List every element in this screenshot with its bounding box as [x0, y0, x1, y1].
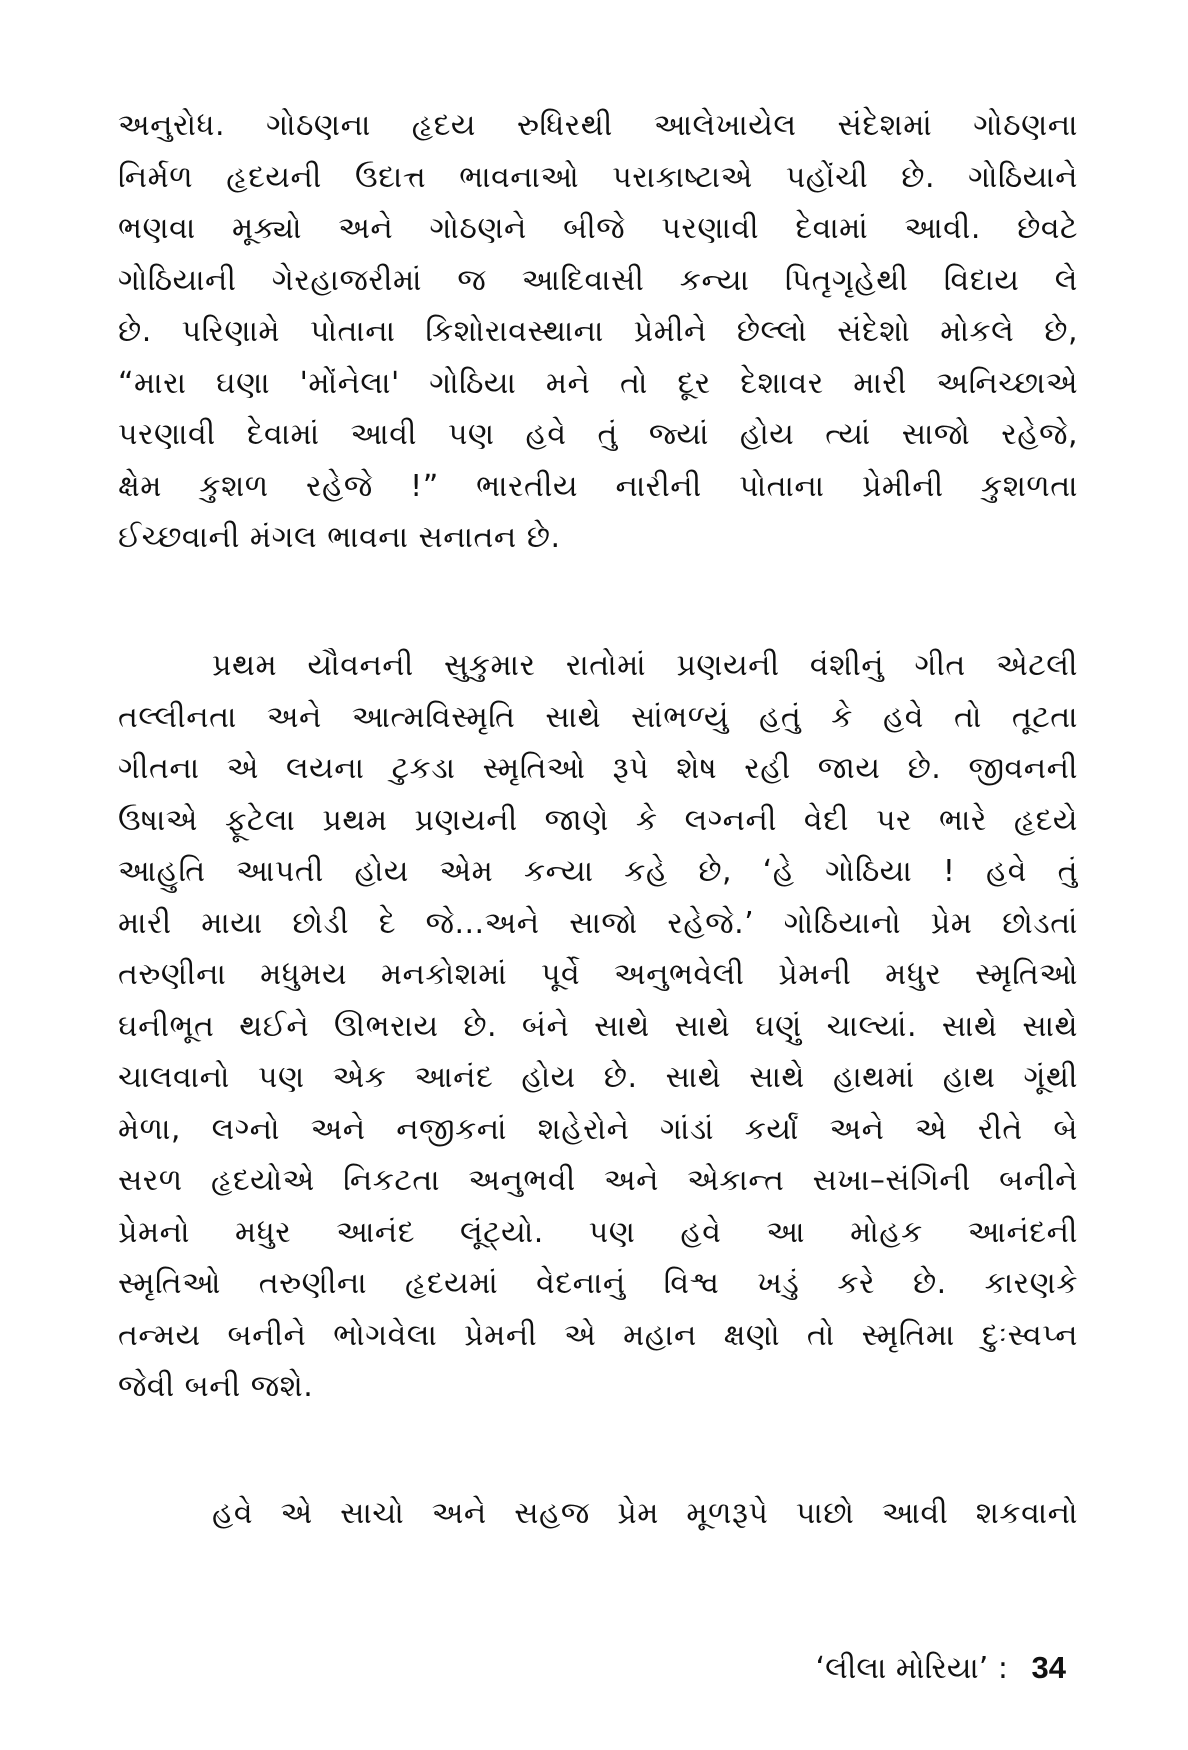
- paragraph-line: “મારા ઘણા 'મોંનેલા' ગોઠિયા મને તો દૂર દેશાવર મારી અનિચ્છાએ: [118, 365, 1078, 401]
- page-number: 34: [1031, 1650, 1066, 1685]
- paragraph-line: તન્મય બનીને ભોગવેલા પ્રેમની એ મહાન ક્ષણો તો સ્મૃતિમા દુઃસ્વપ્ન: [118, 1317, 1078, 1353]
- paragraph-line: મેળા, લગ્નો અને નજીકનાં શહેરોને ગાંડાં કર્યાં અને એ રીતે બે: [118, 1111, 1078, 1147]
- paragraph-line: છે. પરિણામે પોતાના કિશોરાવસ્થાના પ્રેમીને છેલ્લો સંદેશો મોકલે છે,: [118, 314, 1078, 349]
- paragraph-line: પ્રેમનો મધુર આનંદ લૂંટ્યો. પણ હવે આ મોહક આનંદની: [118, 1214, 1078, 1250]
- paragraph-line: મારી માયા છોડી દે જે...અને સાજો રહેજે.’ ગોઠિયાનો પ્રેમ છોડતાં: [118, 905, 1078, 941]
- paragraph-2: [118, 640, 1078, 1413]
- paragraph-line: પ્રથમ યૌવનની સુકુમાર રાતોમાં પ્રણયની વંશીનું ગીત એટલી: [212, 648, 1078, 683]
- paragraph-1: [118, 100, 1078, 564]
- paragraph-line: ઉષાએ ફૂટેલા પ્રથમ પ્રણયની જાણે કે લગ્નની વેદી પર ભારે હૃદયે: [118, 802, 1078, 838]
- paragraph-line: તલ્લીનતા અને આત્મવિસ્મૃતિ સાથે સાંભળ્યું હતું કે હવે તો તૂટતા: [118, 699, 1078, 735]
- paragraph-line: પરણાવી દેવામાં આવી પણ હવે તું જ્યાં હોય ત્યાં સાજો રહેજે,: [118, 417, 1078, 452]
- book-title: ‘લીલા મોરિયા’ :: [815, 1651, 1008, 1686]
- page-footer: [816, 1648, 1066, 1689]
- paragraph-line: ઘનીભૂત થઈને ઊભરાય છે. બંને સાથે સાથે ઘણું ચાલ્યાં. સાથે સાથે: [118, 1008, 1078, 1044]
- paragraph-line: ગોઠિયાની ગેરહાજરીમાં જ આદિવાસી કન્યા પિતૃગૃહેથી વિદાય લે: [118, 262, 1078, 298]
- paragraph-line: સરળ હૃદયોએ નિકટતા અનુભવી અને એકાન્ત સખા–સંગિની બનીને: [118, 1163, 1078, 1198]
- paragraph-line: ગીતના એ લયના ટુકડા સ્મૃતિઓ રૂપે શેષ રહી જાય છે. જીવનની: [118, 751, 1078, 786]
- paragraph-line: હવે એ સાચો અને સહજ પ્રેમ મૂળરૂપે પાછો આવી શકવાનો: [212, 1496, 1078, 1531]
- paragraph-line: આહુતિ આપતી હોય એમ કન્યા કહે છે, ‘હે ગોઠિયા ! હવે તું: [118, 854, 1078, 889]
- paragraph-line: ક્ષેમ કુશળ રહેજે !” ભારતીય નારીની પોતાના પ્રેમીની કુશળતા: [118, 468, 1078, 504]
- paragraph-line: નિર્મળ હૃદયની ઉદાત્ત ભાવનાઓ પરાકાષ્ટાએ પહોંચી છે. ગોઠિયાને: [118, 159, 1078, 195]
- paragraph-line: ભણવા મૂક્યો અને ગોઠણને બીજે પરણાવી દેવામાં આવી. છેવટે: [118, 211, 1078, 246]
- paragraph-line: અનુરોધ. ગોઠણના હૃદય રુધિરથી આલેખાયેલ સંદેશમાં ગોઠણના: [118, 108, 1078, 143]
- paragraph-line: જેવી બની જશે.: [118, 1369, 314, 1404]
- paragraph-line: તરુણીના મધુમય મનકોશમાં પૂર્વે અનુભવેલી પ્રેમની મધુર સ્મૃતિઓ: [118, 957, 1078, 992]
- paragraph-3: [118, 1488, 1078, 1540]
- paragraph-line: ચાલવાનો પણ એક આનંદ હોય છે. સાથે સાથે હાથમાં હાથ ગૂંથી: [118, 1060, 1078, 1095]
- paragraph-line: ઈચ્છવાની મંગલ ભાવના સનાતન છે.: [118, 520, 561, 555]
- paragraph-line: સ્મૃતિઓ તરુણીના હૃદયમાં વેદનાનું વિશ્વ ખડું કરે છે. કારણકે: [118, 1266, 1078, 1301]
